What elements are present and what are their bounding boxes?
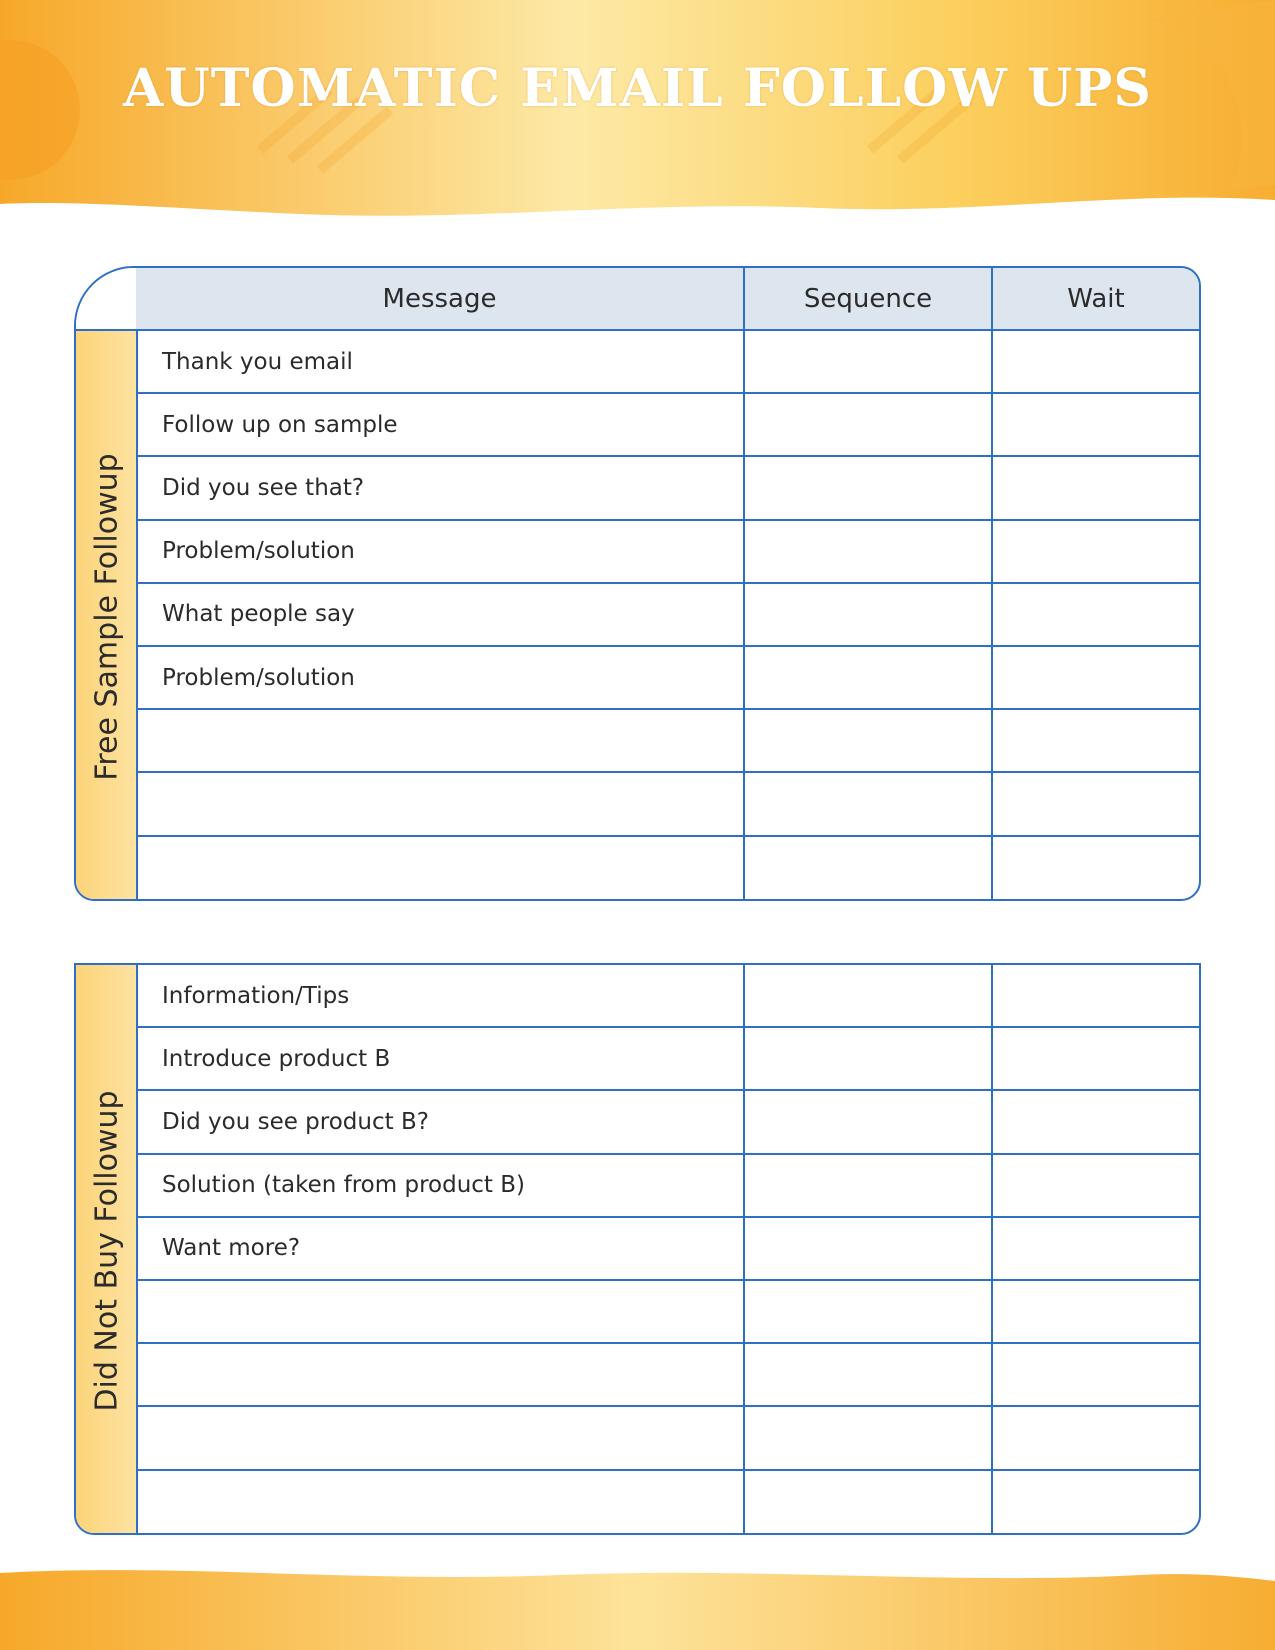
wait-cell[interactable]	[993, 710, 1199, 771]
sequence-cell[interactable]	[745, 965, 993, 1026]
message-cell[interactable]: Follow up on sample	[136, 394, 745, 455]
table-corner	[76, 268, 138, 331]
message-cell[interactable]: Did you see product B?	[136, 1091, 745, 1152]
footer-band	[0, 1555, 1275, 1650]
message-cell[interactable]: What people say	[136, 584, 745, 645]
sequence-cell[interactable]	[745, 1471, 993, 1534]
did-not-buy-table	[74, 963, 1201, 1535]
wait-cell[interactable]	[993, 1091, 1199, 1152]
table-row	[136, 773, 1199, 836]
table-row	[136, 584, 1199, 647]
sequence-cell[interactable]	[745, 647, 993, 708]
sequence-cell[interactable]	[745, 1091, 993, 1152]
table-row	[136, 1155, 1199, 1218]
wait-cell[interactable]	[993, 965, 1199, 1026]
table-body	[136, 331, 1199, 899]
sequence-cell[interactable]	[745, 1155, 993, 1216]
message-cell[interactable]	[136, 1407, 745, 1468]
sequence-cell[interactable]	[745, 1344, 993, 1405]
section-label: Did Not Buy Followup	[89, 1090, 125, 1412]
table-row	[136, 457, 1199, 520]
table-row	[136, 1091, 1199, 1154]
wait-cell[interactable]	[993, 394, 1199, 455]
wait-cell[interactable]	[993, 1281, 1199, 1342]
message-cell[interactable]: Information/Tips	[136, 965, 745, 1026]
wait-cell[interactable]	[993, 1155, 1199, 1216]
table-row	[136, 1344, 1199, 1407]
section-label-bar	[76, 331, 138, 901]
message-cell[interactable]: Want more?	[136, 1218, 745, 1279]
wait-cell[interactable]	[993, 1407, 1199, 1468]
message-cell[interactable]: Problem/solution	[136, 647, 745, 708]
sequence-cell[interactable]	[745, 1218, 993, 1279]
message-cell[interactable]: Did you see that?	[136, 457, 745, 518]
sequence-cell[interactable]	[745, 837, 993, 900]
table-row	[136, 1471, 1199, 1534]
sequence-cell[interactable]	[745, 521, 993, 582]
wait-cell[interactable]	[993, 521, 1199, 582]
sequence-cell[interactable]	[745, 710, 993, 771]
table-row	[136, 837, 1199, 900]
message-cell[interactable]	[136, 1281, 745, 1342]
sequence-cell[interactable]	[745, 1028, 993, 1089]
wait-cell[interactable]	[993, 773, 1199, 834]
sequence-cell[interactable]	[745, 331, 993, 392]
sequence-cell[interactable]	[745, 457, 993, 518]
page-title: AUTOMATIC EMAIL FOLLOW UPS	[123, 58, 1152, 119]
table-row	[136, 1281, 1199, 1344]
sequence-cell[interactable]	[745, 1281, 993, 1342]
sequence-cell[interactable]	[745, 773, 993, 834]
message-cell[interactable]: Solution (taken from product B)	[136, 1155, 745, 1216]
table-row	[136, 647, 1199, 710]
message-cell[interactable]	[136, 837, 745, 900]
free-sample-table	[74, 266, 1201, 901]
table-row	[136, 1218, 1199, 1281]
table-row	[136, 965, 1199, 1028]
section-label-bar	[76, 965, 138, 1535]
wait-cell[interactable]	[993, 1471, 1199, 1534]
table-header	[136, 268, 1199, 331]
table-row	[136, 710, 1199, 773]
sequence-cell[interactable]	[745, 1407, 993, 1468]
column-header-wait: Wait	[1067, 283, 1125, 314]
wait-cell[interactable]	[993, 837, 1199, 900]
column-header-message: Message	[136, 268, 745, 329]
message-cell[interactable]	[136, 1344, 745, 1405]
message-cell[interactable]: Introduce product B	[136, 1028, 745, 1089]
table-row	[136, 394, 1199, 457]
wait-cell[interactable]	[993, 584, 1199, 645]
wait-cell[interactable]	[993, 1028, 1199, 1089]
sequence-cell[interactable]	[745, 394, 993, 455]
table-row	[136, 1407, 1199, 1470]
message-cell[interactable]	[136, 710, 745, 771]
table-body	[136, 965, 1199, 1533]
section-label: Free Sample Followup	[89, 453, 125, 781]
wait-cell[interactable]	[993, 331, 1199, 392]
message-cell[interactable]	[136, 773, 745, 834]
wait-cell[interactable]	[993, 1344, 1199, 1405]
wait-cell[interactable]	[993, 457, 1199, 518]
column-header-sequence: Sequence	[745, 268, 993, 329]
table-row	[136, 331, 1199, 394]
wait-cell[interactable]	[993, 1218, 1199, 1279]
table-row	[136, 1028, 1199, 1091]
message-cell[interactable]: Problem/solution	[136, 521, 745, 582]
sequence-cell[interactable]	[745, 584, 993, 645]
message-cell[interactable]: Thank you email	[136, 331, 745, 392]
message-cell[interactable]	[136, 1471, 745, 1534]
header-banner	[0, 0, 1275, 240]
table-row	[136, 521, 1199, 584]
wait-cell[interactable]	[993, 647, 1199, 708]
